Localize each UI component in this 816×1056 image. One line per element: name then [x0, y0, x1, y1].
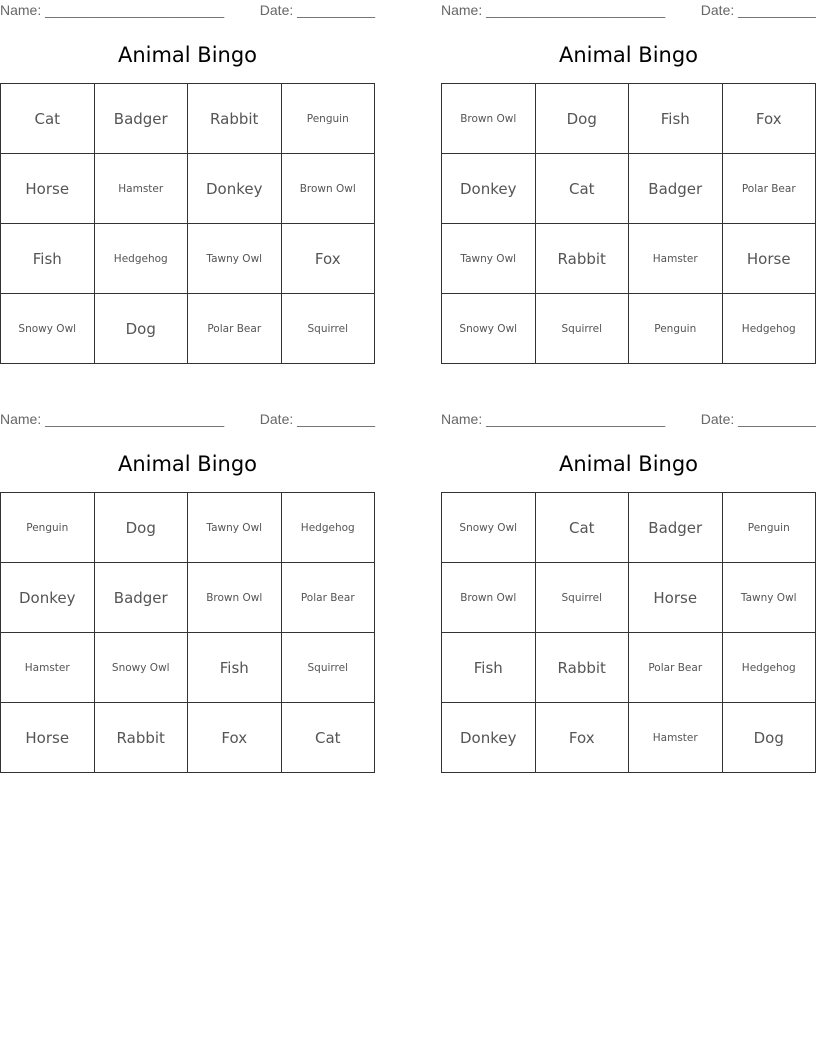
bingo-cell[interactable]: Badger	[629, 493, 723, 563]
bingo-cell[interactable]: Dog	[535, 84, 629, 154]
bingo-cell[interactable]: Squirrel	[535, 563, 629, 633]
grid-row	[1, 633, 375, 703]
name-date-row	[0, 409, 375, 429]
bingo-cell[interactable]: Fish	[442, 633, 536, 703]
name-field[interactable]: Name: _______________________	[0, 2, 225, 18]
date-field[interactable]: Date: __________	[700, 411, 816, 427]
bingo-cell[interactable]: Donkey	[1, 563, 95, 633]
bingo-cell[interactable]: Brown Owl	[442, 84, 536, 154]
bingo-cell[interactable]: Badger	[629, 154, 723, 224]
date-field[interactable]: Date: __________	[259, 2, 375, 18]
bingo-cell[interactable]: Snowy Owl	[94, 633, 188, 703]
bingo-cell[interactable]: Hedgehog	[722, 294, 816, 364]
bingo-cell[interactable]: Cat	[535, 154, 629, 224]
bingo-cell[interactable]: Hamster	[94, 154, 188, 224]
bingo-cell[interactable]: Hamster	[629, 703, 723, 773]
bingo-cell[interactable]: Hedgehog	[94, 224, 188, 294]
bingo-grid	[0, 83, 375, 364]
bingo-cell[interactable]: Polar Bear	[188, 294, 282, 364]
bingo-cell[interactable]: Brown Owl	[442, 563, 536, 633]
bingo-cell[interactable]: Hamster	[1, 633, 95, 703]
grid-row	[1, 703, 375, 773]
bingo-cell[interactable]: Fish	[629, 84, 723, 154]
bingo-cell[interactable]: Penguin	[281, 84, 375, 154]
name-date-row	[441, 409, 816, 429]
bingo-cell[interactable]: Rabbit	[188, 84, 282, 154]
card-title: Animal Bingo	[558, 452, 699, 476]
bingo-cell[interactable]: Rabbit	[535, 224, 629, 294]
bingo-cell[interactable]: Polar Bear	[722, 154, 816, 224]
bingo-cell[interactable]: Penguin	[1, 493, 95, 563]
name-date-row	[441, 0, 816, 20]
bingo-cell[interactable]: Horse	[629, 563, 723, 633]
bingo-cell[interactable]: Polar Bear	[281, 563, 375, 633]
grid-row	[442, 563, 816, 633]
date-field[interactable]: Date: __________	[700, 2, 816, 18]
bingo-cell[interactable]: Donkey	[188, 154, 282, 224]
bingo-cell[interactable]: Hamster	[629, 224, 723, 294]
bingo-cell[interactable]: Squirrel	[281, 294, 375, 364]
name-field[interactable]: Name: _______________________	[441, 411, 666, 427]
bingo-cell[interactable]: Hedgehog	[722, 633, 816, 703]
bingo-cell[interactable]: Tawny Owl	[188, 493, 282, 563]
bingo-cell[interactable]: Fox	[722, 84, 816, 154]
grid-row	[442, 493, 816, 563]
bingo-card-1	[0, 0, 375, 375]
date-field[interactable]: Date: __________	[259, 411, 375, 427]
grid-row	[1, 294, 375, 364]
bingo-cell[interactable]: Cat	[281, 703, 375, 773]
bingo-cell[interactable]: Snowy Owl	[442, 493, 536, 563]
bingo-grid	[0, 492, 375, 773]
bingo-cell[interactable]: Horse	[1, 703, 95, 773]
bingo-card-3	[0, 409, 375, 784]
bingo-cell[interactable]: Tawny Owl	[442, 224, 536, 294]
bingo-grid	[441, 83, 816, 364]
card-title: Animal Bingo	[117, 43, 258, 67]
bingo-cell[interactable]: Cat	[535, 493, 629, 563]
bingo-cell[interactable]: Brown Owl	[281, 154, 375, 224]
bingo-cell[interactable]: Rabbit	[94, 703, 188, 773]
grid-row	[442, 224, 816, 294]
grid-row	[442, 703, 816, 773]
bingo-cell[interactable]: Fox	[535, 703, 629, 773]
name-date-row	[0, 0, 375, 20]
name-field[interactable]: Name: _______________________	[441, 2, 666, 18]
card-title: Animal Bingo	[117, 452, 258, 476]
bingo-grid	[441, 492, 816, 773]
grid-row	[1, 154, 375, 224]
bingo-cell[interactable]: Horse	[722, 224, 816, 294]
bingo-cell[interactable]: Penguin	[722, 493, 816, 563]
grid-row	[1, 224, 375, 294]
name-field[interactable]: Name: _______________________	[0, 411, 225, 427]
bingo-cell[interactable]: Fox	[188, 703, 282, 773]
bingo-cell[interactable]: Tawny Owl	[722, 563, 816, 633]
bingo-cell[interactable]: Hedgehog	[281, 493, 375, 563]
bingo-cell[interactable]: Penguin	[629, 294, 723, 364]
bingo-cell[interactable]: Horse	[1, 154, 95, 224]
grid-row	[442, 294, 816, 364]
bingo-cell[interactable]: Polar Bear	[629, 633, 723, 703]
bingo-cell[interactable]: Badger	[94, 563, 188, 633]
bingo-cell[interactable]: Snowy Owl	[442, 294, 536, 364]
bingo-cell[interactable]: Rabbit	[535, 633, 629, 703]
bingo-cell[interactable]: Dog	[94, 493, 188, 563]
bingo-card-4	[441, 409, 816, 784]
grid-row	[1, 563, 375, 633]
bingo-card-2	[441, 0, 816, 375]
card-title: Animal Bingo	[558, 43, 699, 67]
bingo-cell[interactable]: Fox	[281, 224, 375, 294]
bingo-cell[interactable]: Snowy Owl	[1, 294, 95, 364]
bingo-cell[interactable]: Squirrel	[281, 633, 375, 703]
bingo-cell[interactable]: Fish	[1, 224, 95, 294]
bingo-cell[interactable]: Cat	[1, 84, 95, 154]
bingo-cell[interactable]: Dog	[722, 703, 816, 773]
grid-row	[442, 154, 816, 224]
bingo-cell[interactable]: Dog	[94, 294, 188, 364]
grid-row	[1, 84, 375, 154]
bingo-cell[interactable]: Squirrel	[535, 294, 629, 364]
grid-row	[1, 493, 375, 563]
bingo-cell[interactable]: Brown Owl	[188, 563, 282, 633]
bingo-cell[interactable]: Tawny Owl	[188, 224, 282, 294]
grid-row	[442, 633, 816, 703]
bingo-cell[interactable]: Fish	[188, 633, 282, 703]
bingo-cell[interactable]: Donkey	[442, 154, 536, 224]
grid-row	[442, 84, 816, 154]
bingo-cell[interactable]: Donkey	[442, 703, 536, 773]
bingo-cell[interactable]: Badger	[94, 84, 188, 154]
